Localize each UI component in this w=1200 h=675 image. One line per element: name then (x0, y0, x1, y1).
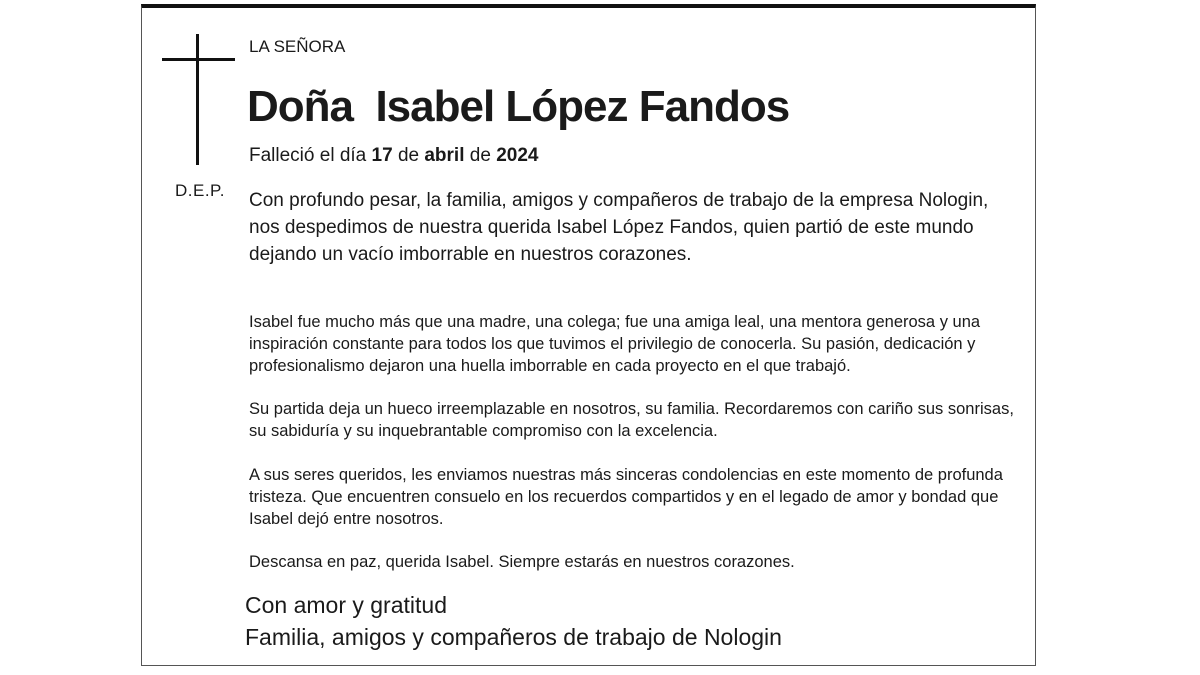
closing-signature (245, 589, 782, 653)
death-date-line (249, 145, 538, 167)
cross-icon (196, 34, 199, 165)
intro-paragraph: Con profundo pesar, la familia, amigos y compañeros de trabajo de la empresa Nologin, nos despedimos de nuestra querida Isabel López Fandos, quien partió de este mundo dejando un vacío imborrable en nuestros corazones. (249, 190, 989, 265)
death-prefix: Falleció el día (249, 145, 367, 166)
death-day: 17 (371, 145, 393, 166)
salutation: LA SEÑORA (249, 37, 346, 56)
closing-line: Con amor y gratitud (245, 592, 447, 618)
body-paragraph: Isabel fue mucho más que una madre, una colega; fue una amiga leal, una mentora generosa y una inspiración constante para todos los que tuvimos el privilegio de conocerla. Su pasión, dedicación y profesionalismo dejaron una huella imborrable en cada proyecto en el que trabajó. (249, 313, 981, 375)
deceased-name: Doña Isabel López Fandos (247, 82, 790, 131)
signature-line: Familia, amigos y compañeros de trabajo de Nologin (245, 624, 782, 650)
body-paragraph: Su partida deja un hueco irreemplazable en nosotros, su familia. Recordaremos con cariño sus sonrisas, su sabiduría y su inquebrantable compromiso con la excelencia. (249, 400, 1014, 440)
death-year: 2024 (496, 145, 539, 166)
body-paragraph: Descansa en paz, querida Isabel. Siempre estarás en nuestros corazones. (249, 553, 795, 571)
death-de-2: de (469, 145, 491, 166)
death-month: abril (424, 145, 465, 166)
body-paragraph: A sus seres queridos, les enviamos nuestras más sinceras condolencias en este momento de profunda tristeza. Que encuentren consuelo en los recuerdos compartidos y en el legado de amor y bondad que Isabel dejó entre nosotros. (249, 466, 1003, 528)
cross-icon-bar (162, 58, 235, 61)
death-de-1: de (397, 145, 420, 166)
dep-label: D.E.P. (175, 181, 225, 200)
